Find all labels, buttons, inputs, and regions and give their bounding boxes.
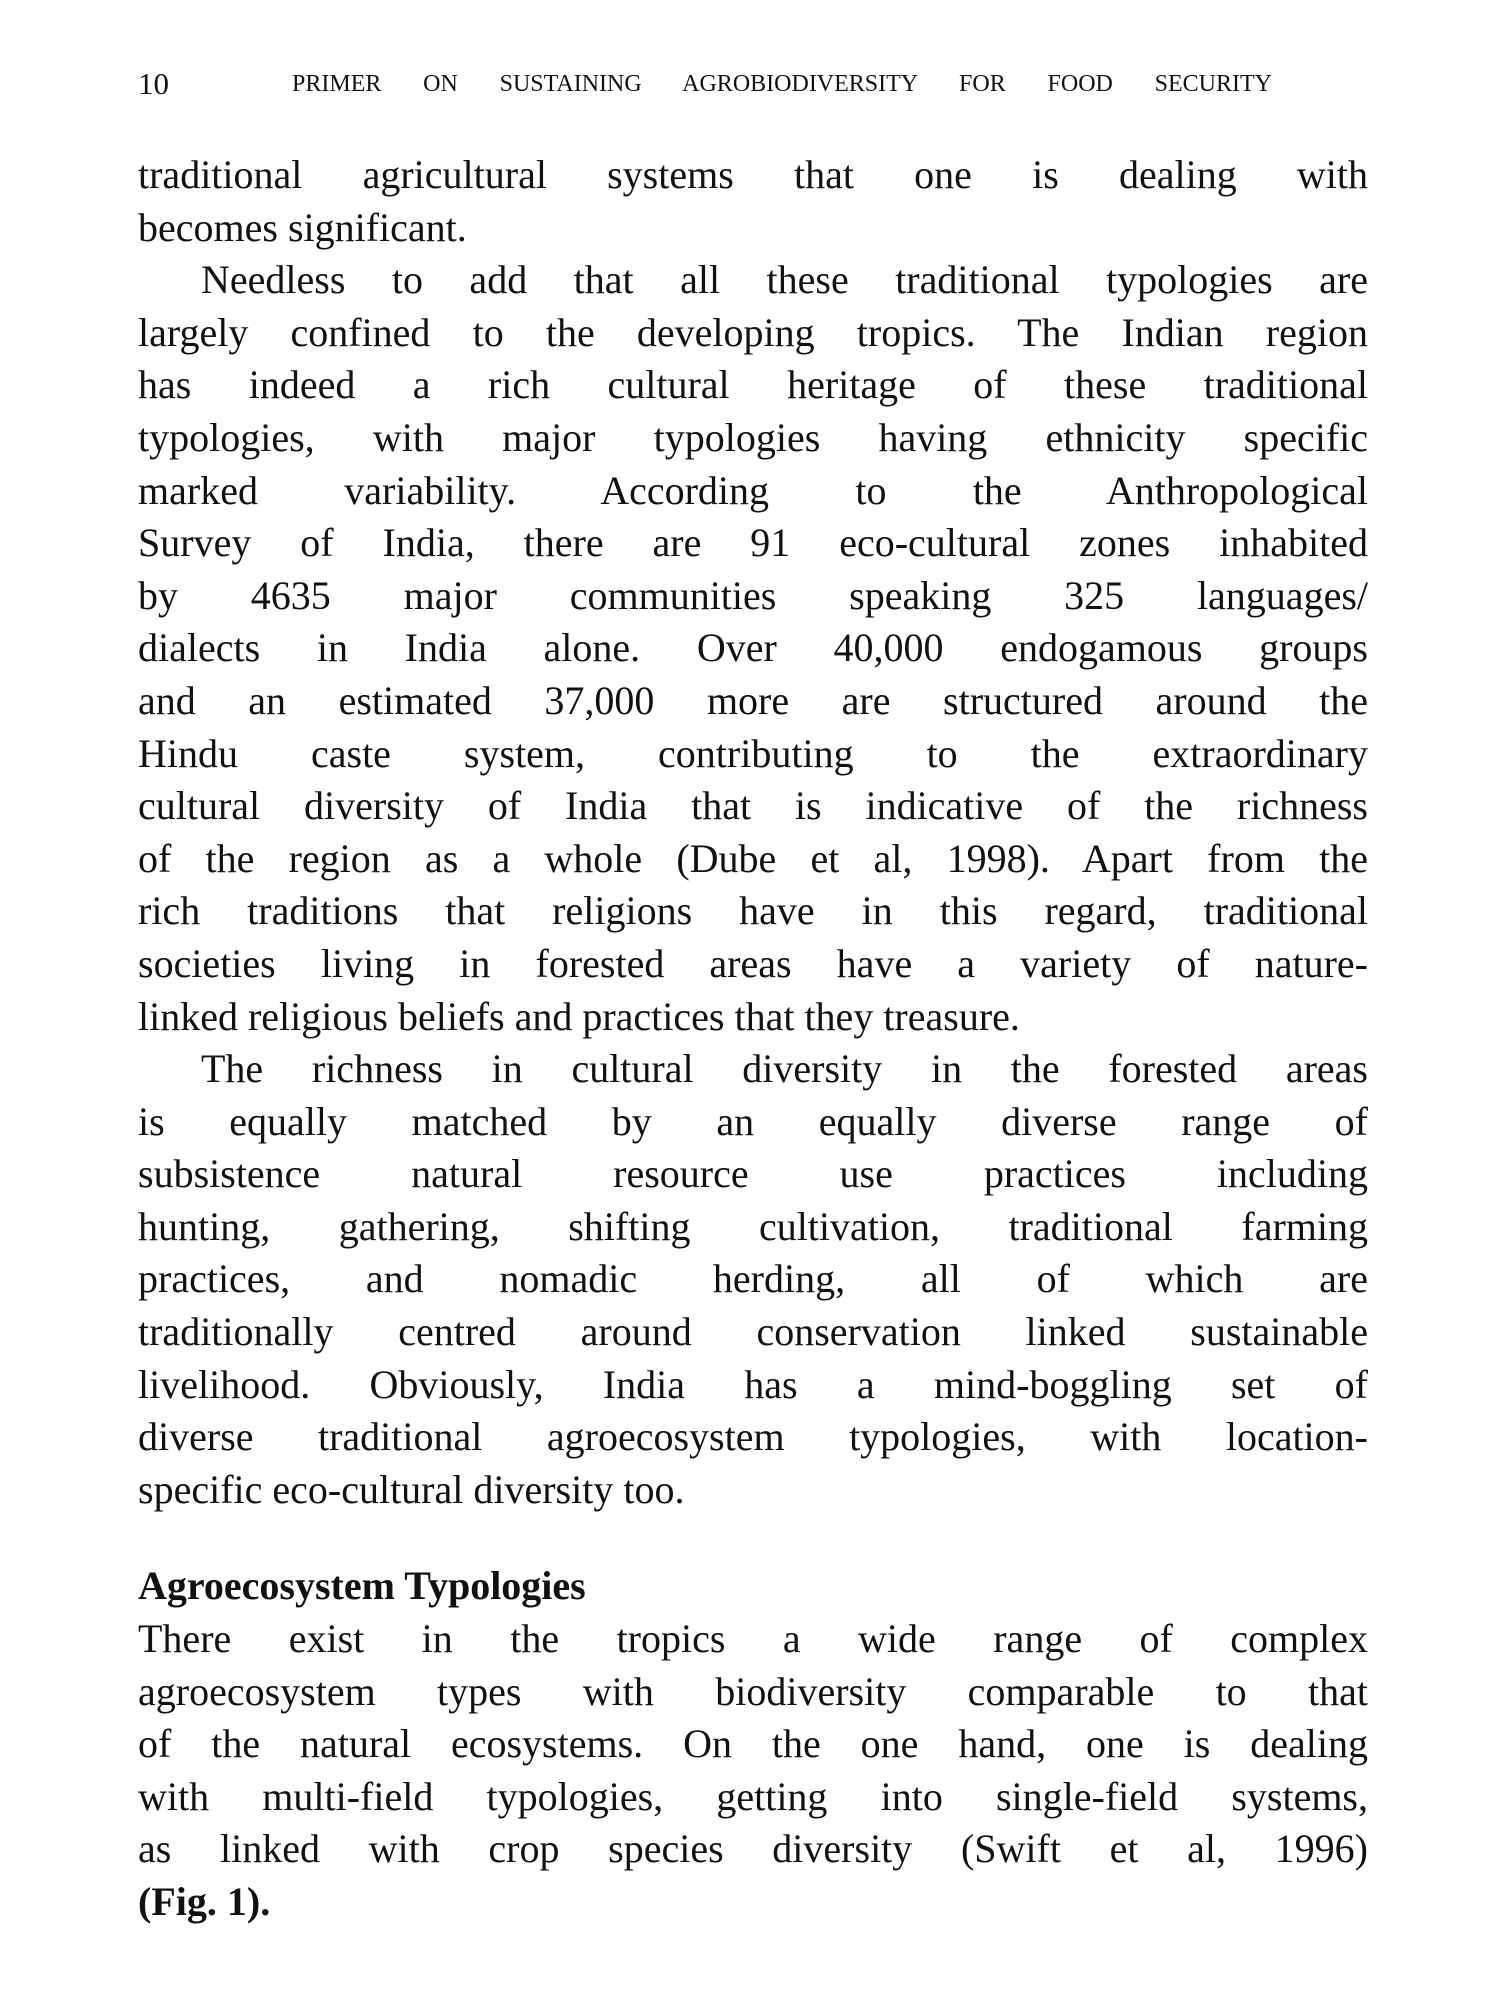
text-line: marked variability. According to the Anthropological: [138, 467, 1368, 513]
page-number: 10: [138, 66, 169, 101]
text-line: with multi-field typologies, getting into single-field systems,: [138, 1773, 1368, 1819]
text-line: typologies, with major typologies having ethnicity specific: [138, 414, 1368, 460]
text-line: largely confined to the developing tropics. The Indian region: [138, 309, 1368, 355]
text-line: The richness in cultural diversity in the forested areas: [201, 1046, 1368, 1092]
text-line: diverse traditional agroecosystem typologies, with location-: [138, 1414, 1368, 1460]
text-line: agroecosystem types with biodiversity comparable to that: [138, 1668, 1368, 1714]
text-line: has indeed a rich cultural heritage of these traditional: [138, 362, 1368, 408]
text-line: livelihood. Obviously, India has a mind-boggling set of: [138, 1361, 1368, 1407]
section-paragraph: [138, 1613, 1368, 1876]
page-header: [138, 66, 1378, 106]
text-line: and an estimated 37,000 more are structured around the: [138, 677, 1368, 723]
text-line: linked religious beliefs and practices that they treasure.: [138, 993, 1020, 1039]
text-line: as linked with crop species diversity (Swift et al, 1996): [138, 1826, 1368, 1872]
body-text: [138, 149, 1368, 1929]
text-line: Hindu caste system, contributing to the extraordinary: [138, 730, 1368, 776]
figure-reference: (Fig. 1).: [138, 1879, 271, 1924]
text-line: rich traditions that religions have in this regard, traditional: [138, 888, 1368, 934]
text-line: is equally matched by an equally diverse range of: [138, 1098, 1368, 1144]
paragraphs: [138, 149, 1368, 1516]
section-heading: Agroecosystem Typologies: [138, 1563, 586, 1609]
text-line: Survey of India, there are 91 eco-cultural zones inhabited: [138, 520, 1368, 566]
text-line: hunting, gathering, shifting cultivation, traditional farming: [138, 1203, 1368, 1249]
text-line: There exist in the tropics a wide range of complex: [138, 1616, 1368, 1662]
text-line: traditionally centred around conservation linked sustainable: [138, 1309, 1368, 1355]
text-line: specific eco-cultural diversity too.: [138, 1466, 685, 1512]
text-line: by 4635 major communities speaking 325 languages/: [138, 572, 1368, 618]
text-line: becomes significant.: [138, 204, 467, 250]
text-line: cultural diversity of India that is indicative of the richness: [138, 783, 1368, 829]
text-line: Needless to add that all these traditional typologies are: [201, 257, 1368, 303]
text-line: societies living in forested areas have a variety of nature-: [138, 940, 1368, 986]
text-line: practices, and nomadic herding, all of which are: [138, 1256, 1368, 1302]
text-line: subsistence natural resource use practices including: [138, 1151, 1368, 1197]
text-line: dialects in India alone. Over 40,000 endogamous groups: [138, 625, 1368, 671]
text-line: of the region as a whole (Dube et al, 1998). Apart from the: [138, 835, 1368, 881]
text-line: traditional agricultural systems that one is dealing with: [138, 152, 1368, 197]
running-head: PRIMER ON SUSTAINING AGROBIODIVERSITY FOR FOOD SECURITY: [292, 71, 1272, 97]
text-line: of the natural ecosystems. On the one hand, one is dealing: [138, 1721, 1368, 1767]
